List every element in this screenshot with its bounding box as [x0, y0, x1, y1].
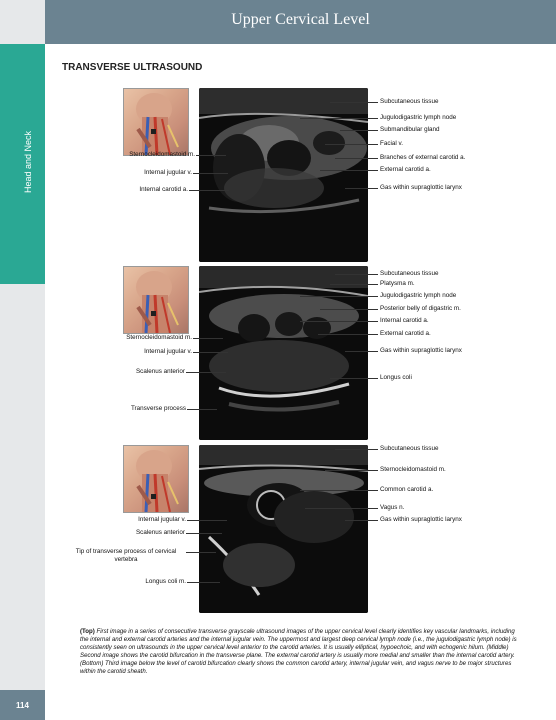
- leader-line: [300, 490, 378, 491]
- leader-line: [345, 351, 378, 352]
- label-top-submandibular: Submandibular gland: [380, 126, 440, 133]
- leader-line: [300, 296, 378, 297]
- label-bot-gas-larynx: Gas within supraglottic larynx: [380, 516, 462, 523]
- label-mid-longus-coli: Longus coli: [380, 374, 412, 381]
- label-mid-ijv: Internal jugular v.: [144, 348, 192, 355]
- section-tab-label: Head and Neck: [23, 130, 33, 194]
- neck-anatomy-thumbnail: [123, 266, 189, 334]
- label-bot-transverse-tip: Tip of transverse process of cervical vertebra: [75, 548, 177, 563]
- leader-line: [325, 470, 378, 471]
- caption-lead: (Top): [80, 628, 95, 635]
- label-top-gas-larynx: Gas within supraglottic larynx: [380, 184, 462, 191]
- leader-line: [186, 372, 226, 373]
- leader-line: [335, 449, 378, 450]
- label-mid-scalenus: Scalenus anterior: [135, 368, 185, 375]
- label-mid-subcutaneous: Subcutaneous tissue: [380, 270, 439, 277]
- label-mid-digastric: Posterior belly of digastric m.: [380, 305, 461, 312]
- neck-anatomy-thumbnail: [123, 445, 189, 513]
- section-tab[interactable]: [0, 44, 45, 284]
- leader-line: [330, 102, 378, 103]
- label-mid-eca: External carotid a.: [380, 330, 431, 337]
- leader-line: [300, 321, 378, 322]
- label-mid-scm: Sternocleidomastoid m.: [126, 334, 192, 341]
- leader-line: [320, 309, 378, 310]
- label-top-ijv: Internal jugular v.: [144, 169, 192, 176]
- leader-line: [187, 520, 227, 521]
- leader-line: [189, 190, 229, 191]
- figure-caption: [80, 628, 520, 677]
- leader-line: [345, 188, 378, 189]
- leader-line: [305, 508, 378, 509]
- leader-line: [193, 338, 223, 339]
- leader-line: [340, 130, 378, 131]
- label-bot-longus-coli: Longus coli m.: [145, 578, 186, 585]
- leader-line: [325, 144, 378, 145]
- label-bot-scalenus: Scalenus anterior: [135, 529, 185, 536]
- label-top-jugulodigastric: Jugulodigastric lymph node: [380, 114, 457, 121]
- leader-line: [330, 284, 378, 285]
- leader-line: [335, 158, 378, 159]
- leader-line: [186, 552, 216, 553]
- page-header: [45, 0, 556, 44]
- ultrasound-image-middle: [199, 266, 368, 440]
- leader-line: [187, 409, 217, 410]
- leader-line: [300, 118, 378, 119]
- leader-line: [193, 173, 228, 174]
- label-top-subcutaneous: Subcutaneous tissue: [380, 98, 439, 105]
- leader-line: [335, 274, 378, 275]
- label-mid-gas-larynx: Gas within supraglottic larynx: [380, 347, 462, 354]
- page-number-box: [0, 690, 45, 720]
- page-number: 114: [16, 701, 29, 710]
- label-bot-vagus: Vagus n.: [380, 504, 405, 511]
- label-bot-scm: Sternocleidomastoid m.: [380, 466, 446, 473]
- leader-line: [196, 155, 226, 156]
- caption-text: First image in a series of consecutive transverse grayscale ultrasound images of the upper cervical level clearly identifies key vascular landmarks, including the internal and external carotid arteries and the internal jugular vein. The uppermost and largest deep cervical lymph node (i.e., the jugulodigastric lymph node) is consistently seen on ultrasounds in the upper cervical level anterior to the carotid arteries. It is usually elliptical, hypoechoic, and with echogenic hilum. (Middle) Second image shows the carotid bifurcation in the transverse plane. The external carotid artery is usually more medial and smaller than the internal carotid artery. (Bottom) Third image below the level of carotid bifurcation clearly shows the common carotid artery, internal jugular vein, and vagus nerve to be major structures within the carotid sheath.: [80, 628, 517, 676]
- leader-line: [318, 334, 378, 335]
- page-title: Upper Cervical Level: [231, 11, 370, 28]
- leader-line: [320, 170, 378, 171]
- leader-line: [187, 582, 220, 583]
- label-mid-transverse-process: Transverse process: [130, 405, 186, 412]
- leader-line: [330, 378, 378, 379]
- label-mid-jugulodigastric: Jugulodigastric lymph node: [380, 292, 457, 299]
- label-mid-platysma: Platysma m.: [380, 280, 415, 287]
- label-bot-subcutaneous: Subcutaneous tissue: [380, 445, 439, 452]
- label-bot-cca: Common carotid a.: [380, 486, 434, 493]
- label-top-facial-v: Facial v.: [380, 140, 403, 147]
- leader-line: [345, 520, 378, 521]
- label-top-branches-eca: Branches of external carotid a.: [380, 154, 466, 161]
- label-top-scm: Sternocleidomastoid m.: [129, 151, 195, 158]
- label-mid-ica: Internal carotid a.: [380, 317, 429, 324]
- leader-line: [193, 352, 228, 353]
- leader-line: [186, 533, 222, 534]
- section-title: TRANSVERSE ULTRASOUND: [62, 62, 203, 73]
- ultrasound-image-top: [199, 88, 368, 262]
- label-bot-ijv: Internal jugular v.: [138, 516, 186, 523]
- neck-anatomy-thumbnail: [123, 88, 189, 156]
- label-top-eca: External carotid a.: [380, 166, 431, 173]
- label-top-ica: Internal carotid a.: [139, 186, 188, 193]
